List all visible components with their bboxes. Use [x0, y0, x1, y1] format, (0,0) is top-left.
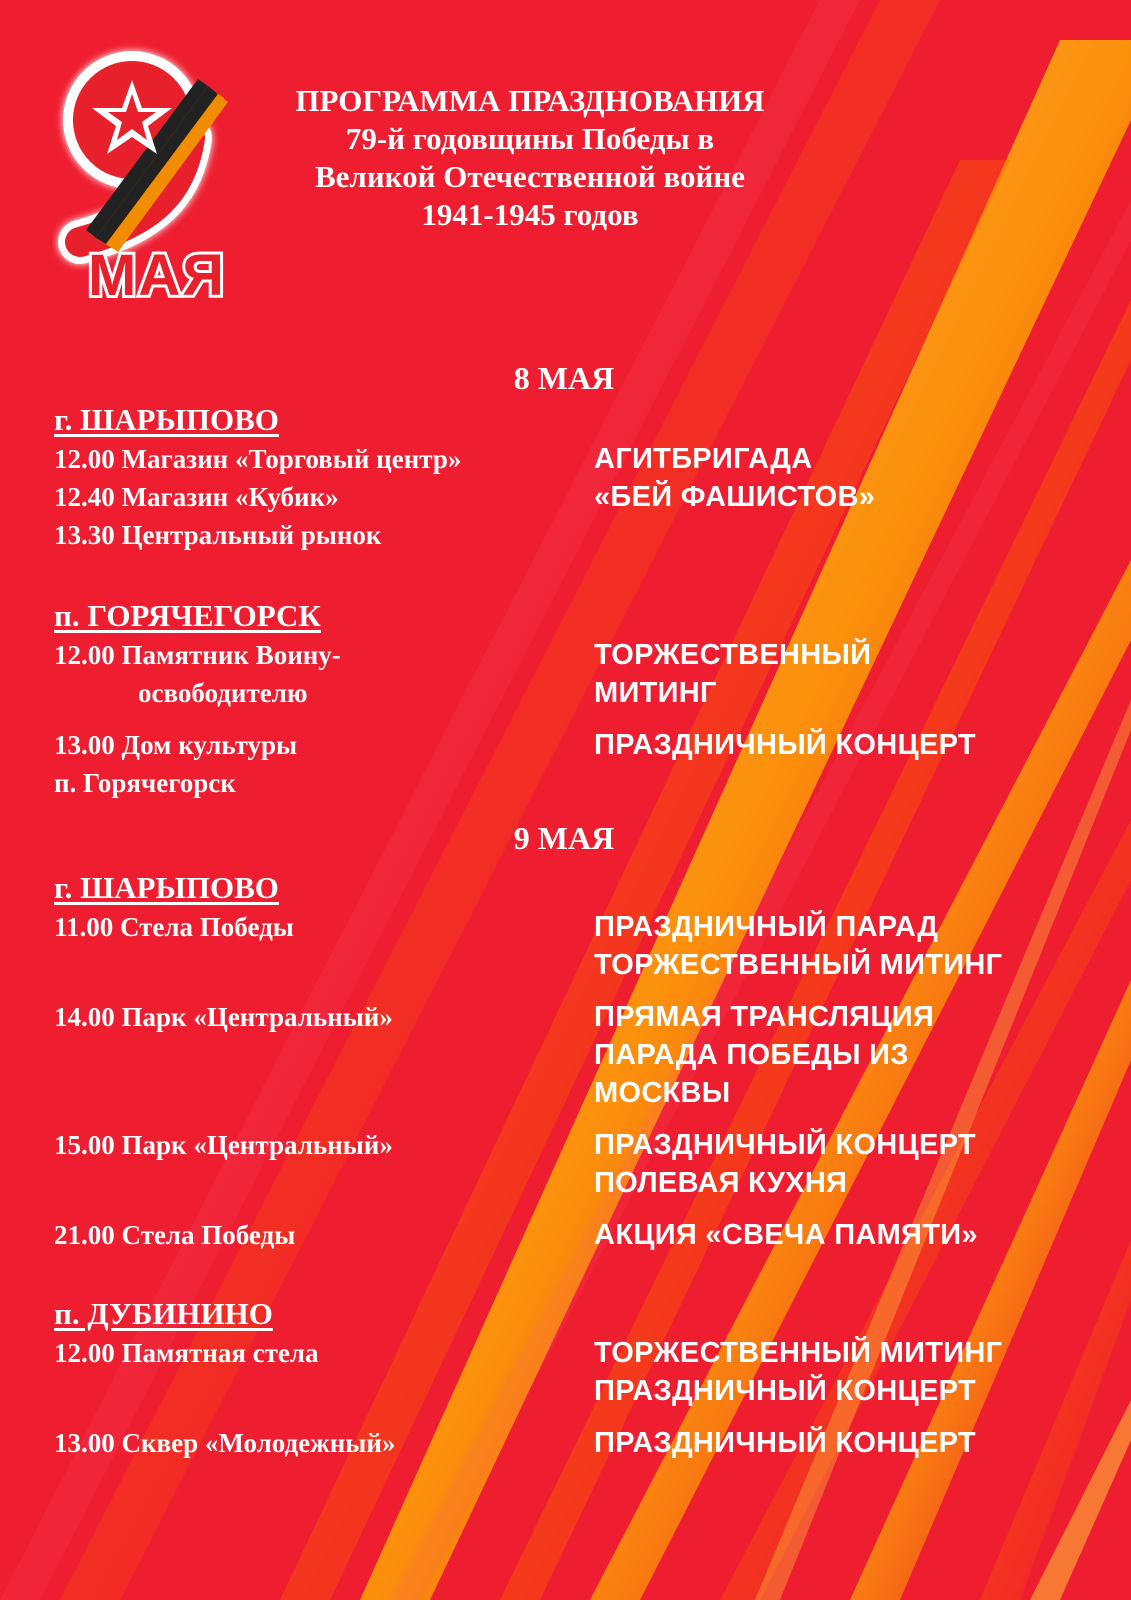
event-row: [54, 908, 1114, 984]
event-row: [54, 636, 1114, 712]
event-desc-line: «БЕЙ ФАШИСТОВ»: [594, 481, 876, 513]
title-line: Великой Отечественной войне: [314, 159, 746, 194]
logo-word: МАЯ: [88, 243, 226, 308]
event-description: [594, 1334, 1114, 1410]
event-line: 11.00 Стела Победы: [54, 912, 294, 942]
may-9-logo: [52, 42, 242, 322]
event-time-place: [54, 1424, 594, 1462]
day-heading: 8 МАЯ: [513, 360, 615, 396]
event-desc-line: ПРАЗДНИЧНЫЙ КОНЦЕРТ: [594, 729, 976, 761]
event-line: 21.00 Стела Победы: [54, 1220, 296, 1250]
event-row: [54, 440, 1114, 554]
event-desc-line: МОСКВЫ: [594, 1077, 731, 1109]
event-line: 12.00 Памятная стела: [54, 1338, 319, 1368]
event-description: [594, 440, 1114, 554]
event-time-place: [54, 636, 594, 712]
title-line: 79-й годовщины Победы в: [345, 121, 715, 156]
event-description: [594, 1424, 1114, 1462]
event-line: 15.00 Парк «Центральный»: [54, 1130, 393, 1160]
event-time-place: [54, 1126, 594, 1202]
event-desc-line: ПРАЗДНИЧНЫЙ КОНЦЕРТ: [594, 1375, 976, 1407]
location-heading: г. ШАРЫПОВО: [54, 402, 279, 437]
event-line: 12.40 Магазин «Кубик»: [54, 482, 339, 512]
event-line: 13.00 Дом культуры: [54, 730, 298, 760]
event-description: [594, 1216, 1114, 1254]
title-line: 1941-1945 годов: [421, 197, 639, 232]
event-time-place: [54, 440, 594, 554]
event-time-place: [54, 908, 594, 984]
event-line: 14.00 Парк «Центральный»: [54, 1002, 393, 1032]
event-desc-line: МИТИНГ: [594, 677, 717, 709]
event-line: 13.30 Центральный рынок: [54, 520, 382, 550]
event-desc-line: ТОРЖЕСТВЕННЫЙ МИТИНГ: [594, 1337, 1003, 1369]
event-desc-line: ТОРЖЕСТВЕННЫЙ МИТИНГ: [594, 949, 1003, 981]
title-line: ПРОГРАММА ПРАЗДНОВАНИЯ: [295, 83, 765, 118]
event-description: [594, 998, 1114, 1112]
event-desc-line: ТОРЖЕСТВЕННЫЙ: [594, 639, 872, 671]
event-row: [54, 726, 1114, 802]
event-row: [54, 1216, 1114, 1254]
event-description: [594, 636, 1114, 712]
event-time-place: [54, 726, 594, 802]
location-heading: п. ДУБИНИНО: [54, 1296, 273, 1331]
event-desc-line: АКЦИЯ «СВЕЧА ПАМЯТИ»: [594, 1219, 978, 1251]
location-heading: г. ШАРЫПОВО: [54, 870, 279, 905]
event-row: [54, 1334, 1114, 1410]
poster-title: [280, 82, 780, 234]
event-line: п. Горячегорск: [54, 768, 236, 798]
event-row: [54, 1424, 1114, 1462]
event-time-place: [54, 1334, 594, 1410]
event-time-place: [54, 1216, 594, 1254]
location-heading: п. ГОРЯЧЕГОРСК: [54, 598, 321, 633]
program-schedule: [54, 356, 1114, 1462]
event-line: освободителю: [138, 678, 308, 708]
event-row: [54, 1126, 1114, 1202]
event-desc-line: ПРАЗДНИЧНЫЙ КОНЦЕРТ: [594, 1427, 976, 1459]
day-heading: 9 МАЯ: [513, 820, 615, 856]
event-description: [594, 1126, 1114, 1202]
event-line: 12.00 Памятник Воину-: [54, 640, 341, 670]
event-desc-line: ПАРАДА ПОБЕДЫ ИЗ: [594, 1039, 909, 1071]
event-desc-line: ПРАЗДНИЧНЫЙ КОНЦЕРТ: [594, 1129, 976, 1161]
event-description: [594, 908, 1114, 984]
event-desc-line: ПОЛЕВАЯ КУХНЯ: [594, 1167, 848, 1199]
event-row: [54, 998, 1114, 1112]
event-desc-line: ПРАЗДНИЧНЫЙ ПАРАД: [594, 911, 939, 943]
event-desc-line: ПРЯМАЯ ТРАНСЛЯЦИЯ: [594, 1001, 935, 1033]
event-time-place: [54, 998, 594, 1112]
event-description: [594, 726, 1114, 802]
event-line: 12.00 Магазин «Торговый центр»: [54, 444, 462, 474]
event-line: 13.00 Сквер «Молодежный»: [54, 1428, 396, 1458]
event-desc-line: АГИТБРИГАДА: [594, 443, 813, 475]
